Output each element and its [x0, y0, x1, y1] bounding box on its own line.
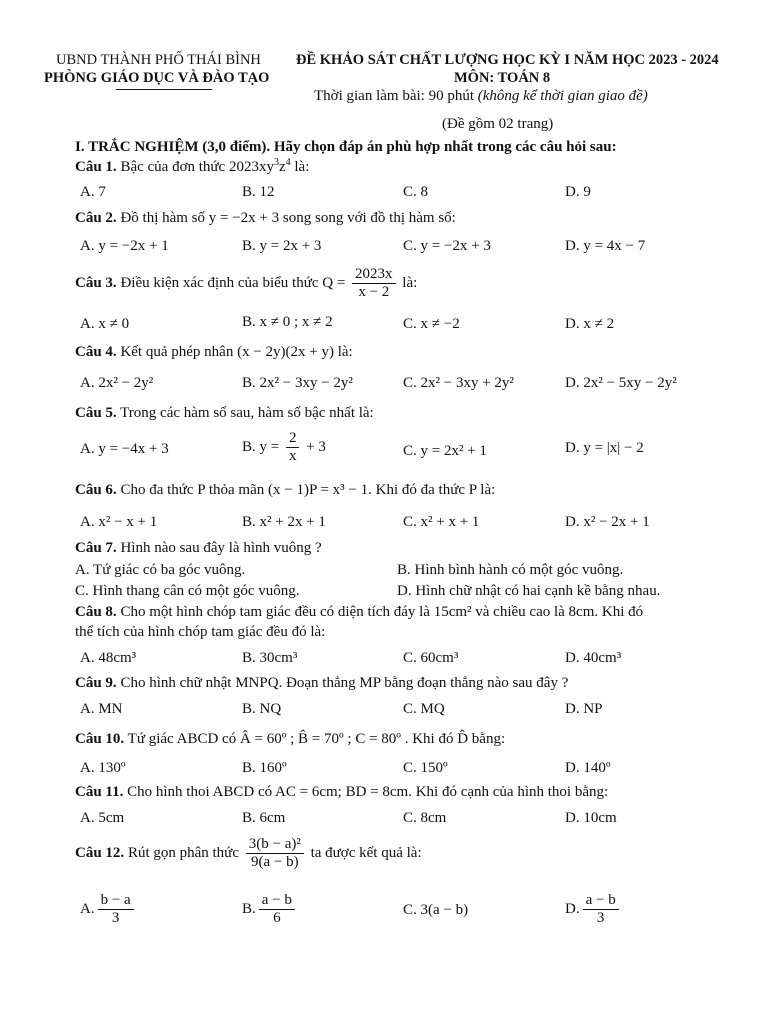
question-5: Câu 5. Trong các hàm số sau, hàm số bậc nhất là: — [75, 405, 374, 421]
q3-option-a: A. x ≠ 0 — [80, 316, 130, 332]
q6-option-d: D. x² − 2x + 1 — [565, 514, 650, 530]
q6-option-a: A. x² − x + 1 — [80, 514, 158, 530]
q12-option-b: B. $\frac{a - b}{6}$ — [242, 892, 298, 928]
q11-option-d: D. 10cm — [565, 810, 617, 826]
header-pages-note: (Đề gồm 02 trang) — [442, 116, 554, 132]
q12-option-d: D. $\frac{a - b}{3}$ — [565, 892, 622, 928]
q11-option-c: C. 8cm — [403, 810, 447, 826]
q12-option-c: C. 3(a − b) — [403, 902, 469, 918]
q6-option-b: B. x² + 2x + 1 — [242, 514, 326, 530]
question-10: Câu 10. Tứ giác ABCD có Â = 60º ; B̂ = 70º ; C = 80º . Khi đó D̂ bằng: — [75, 731, 506, 747]
q8-option-a: A. 48cm³ — [80, 650, 137, 666]
question-8: Câu 8. Cho một hình chóp tam giác đều có diện tích đáy là 15cm² và chiều cao là 8cm. Khi đó — [75, 604, 644, 620]
q10-option-a: A. 130º — [80, 760, 126, 776]
question-7: Câu 7. Hình nào sau đây là hình vuông ? — [75, 540, 322, 556]
question-4: Câu 4. Kết quả phép nhân (x − 2y)(2x + y) là: — [75, 344, 353, 360]
q4-option-b: B. 2x² − 3xy − 2y² — [242, 375, 353, 391]
q3-option-c: C. x ≠ −2 — [403, 316, 460, 332]
q3-fraction: $\frac{2023x}{x - 2}$ — [352, 266, 396, 302]
q1-option-c: C. 8 — [403, 184, 429, 200]
q3-option-d: D. x ≠ 2 — [565, 316, 615, 332]
q5-option-b: B. y = $\frac{2}{x}$ + 3 — [242, 430, 326, 465]
q1-option-a: A. 7 — [80, 184, 106, 200]
q11-option-b: B. 6cm — [242, 810, 286, 826]
header-subject: MÔN: TOÁN 8 — [454, 70, 551, 86]
q7-option-a: A. Tứ giác có ba góc vuông. — [75, 562, 246, 578]
q9-option-a: A. MN — [80, 701, 123, 717]
q6-option-c: C. x² + x + 1 — [403, 514, 480, 530]
question-12: Câu 12. Rút gọn phân thức $\frac{\text{3(b − a)²}}{9(a - b)}$ ta được kết quả là: — [75, 836, 422, 871]
q7-option-d: D. Hình chữ nhật có hai cạnh kề bằng nhau. — [397, 583, 661, 599]
q5-b-fraction: $\frac{2}{x}$ — [286, 430, 300, 466]
q5-option-d: D. y = |x| − 2 — [565, 440, 644, 456]
q10-option-c: C. 150º — [403, 760, 448, 776]
q5-option-c: C. y = 2x² + 1 — [403, 443, 487, 459]
section-title: I. TRẮC NGHIỆM (3,0 điểm). Hãy chọn đáp án phù hợp nhất trong các câu hỏi sau: — [75, 139, 617, 155]
header-time: Thời gian làm bài: 90 phút (không kể thời gian giao đề) — [314, 88, 648, 104]
q9-option-b: B. NQ — [242, 701, 282, 717]
header-left-line1: UBND THÀNH PHỐ THÁI BÌNH — [56, 52, 261, 68]
q3-option-b: B. x ≠ 0 ; x ≠ 2 — [242, 314, 333, 330]
question-11: Câu 11. Cho hình thoi ABCD có AC = 6cm; BD = 8cm. Khi đó cạnh của hình thoi bằng: — [75, 784, 609, 800]
header-left-line2: PHÒNG GIÁO DỤC VÀ ĐÀO TẠO — [44, 70, 270, 86]
q12-fraction: $\frac{\text{3(b − a)²}}{9(a - b)}$ — [246, 836, 304, 872]
question-6: Câu 6. Cho đa thức P thỏa mãn (x − 1)P = x³ − 1. Khi đó đa thức P là: — [75, 482, 496, 498]
q2-option-b: B. y = 2x + 3 — [242, 238, 322, 254]
question-1: Câu 1. Bậc của đơn thức $2023xy^3z^4$ là: — [75, 157, 310, 175]
q11-option-a: A. 5cm — [80, 810, 125, 826]
q12-option-a: A. $\frac{b - a}{3}$ — [80, 892, 137, 928]
q2-option-a: A. y = −2x + 1 — [80, 238, 169, 254]
question-9: Câu 9. Cho hình chữ nhật MNPQ. Đoạn thẳng MP bằng đoạn thẳng nào sau đây ? — [75, 675, 569, 691]
q1-option-d: D. 9 — [565, 184, 591, 200]
question-2: Câu 2. Đồ thị hàm số y = −2x + 3 song song với đồ thị hàm số: — [75, 210, 456, 226]
q8-option-b: B. 30cm³ — [242, 650, 298, 666]
q2-option-c: C. y = −2x + 3 — [403, 238, 491, 254]
q10-option-d: D. 140º — [565, 760, 611, 776]
q9-option-c: C. MQ — [403, 701, 445, 717]
q4-option-a: A. 2x² − 2y² — [80, 375, 154, 391]
q2-option-d: D. y = 4x − 7 — [565, 238, 646, 254]
q9-option-d: D. NP — [565, 701, 603, 717]
header-exam-title: ĐỀ KHẢO SÁT CHẤT LƯỢNG HỌC KỲ I NĂM HỌC 2023 - 2024 — [296, 52, 719, 68]
q4-option-c: C. 2x² − 3xy + 2y² — [403, 375, 514, 391]
q7-option-c: C. Hình thang cân có một góc vuông. — [75, 583, 300, 599]
q5-option-a: A. y = −4x + 3 — [80, 441, 169, 457]
q7-option-b: B. Hình bình hành có một góc vuông. — [397, 562, 624, 578]
q8-option-d: D. 40cm³ — [565, 650, 622, 666]
question-8-line2: thể tích của hình chóp tam giác đều đó là: — [75, 624, 326, 640]
q4-option-d: D. 2x² − 5xy − 2y² — [565, 375, 677, 391]
header-underline — [116, 89, 212, 90]
q10-option-b: B. 160º — [242, 760, 287, 776]
question-3: Câu 3. Điều kiện xác định của biểu thức Q = $\frac{2023x}{x - 2}$ là: — [75, 266, 418, 301]
q8-option-c: C. 60cm³ — [403, 650, 459, 666]
q1-option-b: B. 12 — [242, 184, 275, 200]
